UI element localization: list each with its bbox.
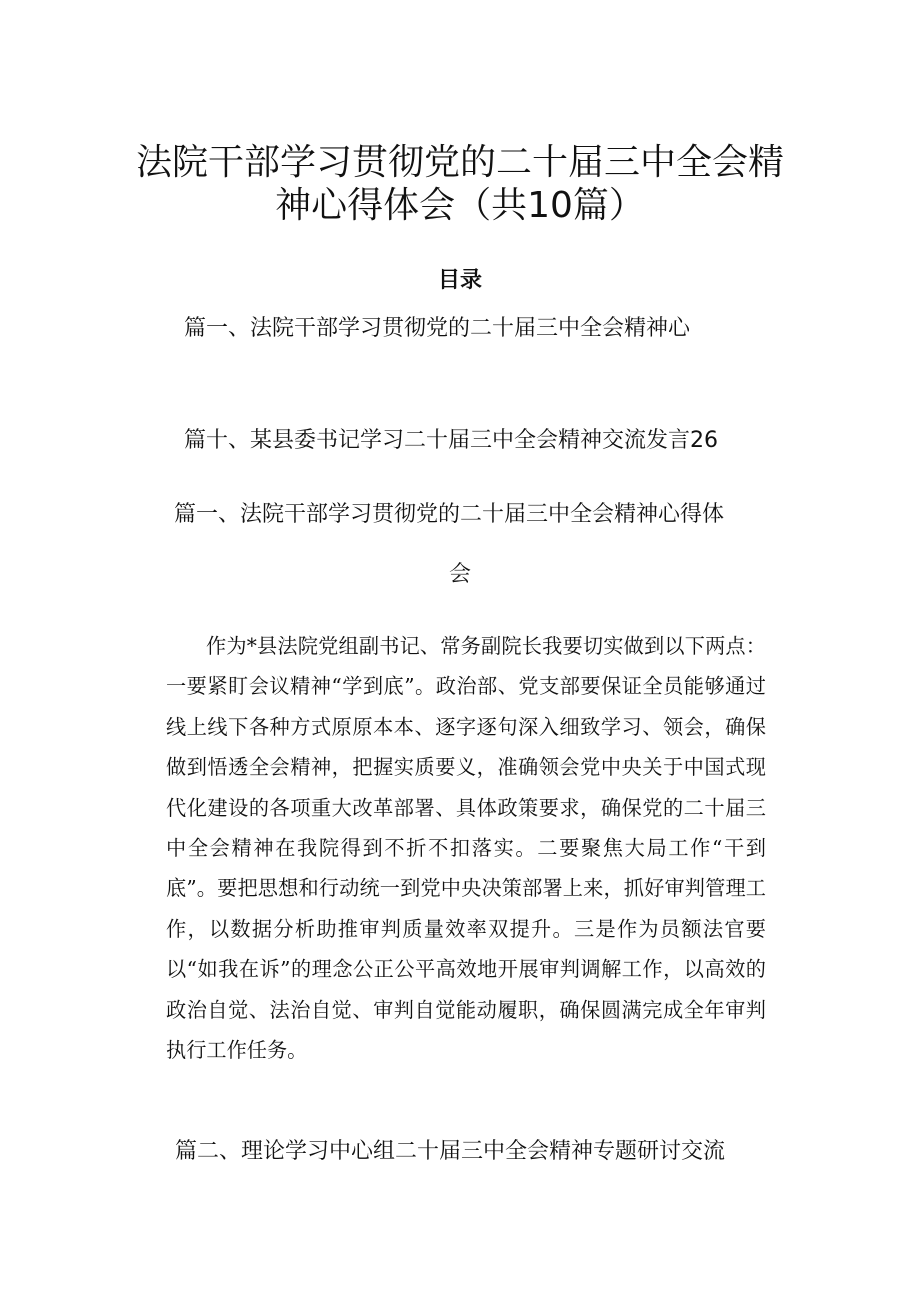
document-title-line-1: 法院干部学习贯彻党的二十届三中全会精 bbox=[135, 142, 784, 183]
document-title-line-2: 神心得体会（共10篇） bbox=[275, 185, 645, 226]
toc-item[interactable]: 篇十、某县委书记学习二十届三中全会精神交流发言26 bbox=[184, 428, 718, 453]
section-1-heading: 篇一、法院干部学习贯彻党的二十届三中全会精神心得体 bbox=[174, 502, 725, 527]
section-1-heading-continued: 会 bbox=[448, 562, 471, 587]
section-1-paragraph: 作为*县法院党组副书记、常务副院长我要切实做到以下两点：一要紧盯会议精神“学到底”。政治部、党支部要保证全员能够通过线上线下各种方式原原本本、逐字逐句深入细致学习、领会，确保做到悟透全会精神，把握实质要义，准确领会党中央关于中国式现代化建设的各项重大改革部署、具体政策要求，确保党的二十届三中全会精神在我院得到不折不扣落实。二要聚焦大局工作“干到底”。要把思想和行动统一到党中央决策部署上来，抓好审判管理工作，以数据分析助推审判质量效率双提升。三是作为员额法官要以“如我在诉”的理念公正公平高效地开展审判调解工作，以高效的政治自觉、法治自觉、审判自觉能动履职，确保圆满完成全年审判执行工作任务。 bbox=[166, 634, 766, 1063]
toc-heading: 目录 bbox=[437, 268, 482, 293]
toc-item[interactable]: 篇一、法院干部学习贯彻党的二十届三中全会精神心 bbox=[184, 316, 691, 341]
section-2-heading: 篇二、理论学习中心组二十届三中全会精神专题研讨交流 bbox=[175, 1139, 726, 1164]
